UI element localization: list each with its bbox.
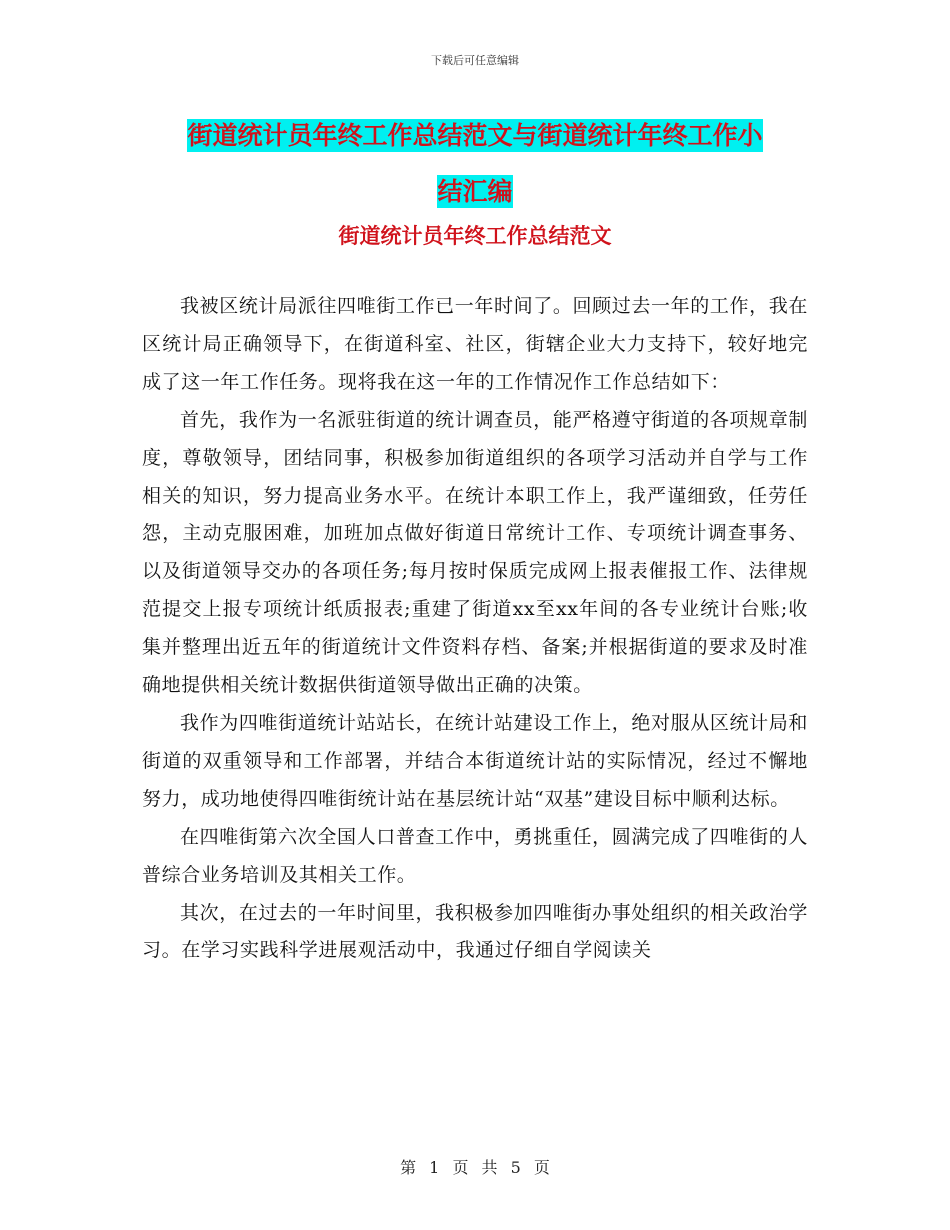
paragraph: 我被区统计局派往四唯街工作已一年时间了。回顾过去一年的工作，我在区统计局正确领导下，在街道科室、社区，街辖企业大力支持下，较好地完成了这一年工作任务。现将我在这一年的工作情况作工作总结如下： [142,295,808,393]
paragraph: 首先，我作为一名派驻街道的统计调查员，能严格遵守街道的各项规章制度，尊敬领导，团结同事，积极参加街道组织的各项学习活动并自学与工作相关的知识，努力提高业务水平。在统计本职工作上，我严谨细致，任劳任怨，主动克服困难，加班加点做好街道日常统计工作、专项统计调查事务、以及街道领导交办的各项任务;每月按时保质完成网上报表催报工作、法律规范提交上报专项统计纸质报表;重建了街道xx至xx年间的各专业统计台账;收集并整理出近五年的街道统计文件资料存档、备案;并根据街道的要求及时准确地提供相关统计数据供街道领导做出正确的决策。 [142,408,808,697]
page-footer: 第 1 页 共 5 页 [400,1158,550,1177]
document-title [142,108,808,220]
header-note: 下载后可任意编辑 [431,54,519,67]
paragraph: 我作为四唯街道统计站站长，在统计站建设工作上，绝对服从区统计局和街道的双重领导和工作部署，并结合本街道统计站的实际情况，经过不懈地努力，成功地使得四唯街统计站在基层统计站“双基”建设目标中顺利达标。 [142,711,808,810]
paragraph: 在四唯街第六次全国人口普查工作中，勇挑重任，圆满完成了四唯街的人普综合业务培训及其相关工作。 [142,825,808,886]
section-heading: 街道统计员年终工作总结范文 [338,224,612,248]
body-text [142,288,808,970]
document-title-line-2: 结汇编 [437,177,513,206]
document-title-line-1: 街道统计员年终工作总结范文与街道统计年终工作小 [187,121,763,150]
paragraph: 其次，在过去的一年时间里，我积极参加四唯街办事处组织的相关政治学习。在学习实践科学进展观活动中，我通过仔细自学阅读关 [142,901,808,962]
